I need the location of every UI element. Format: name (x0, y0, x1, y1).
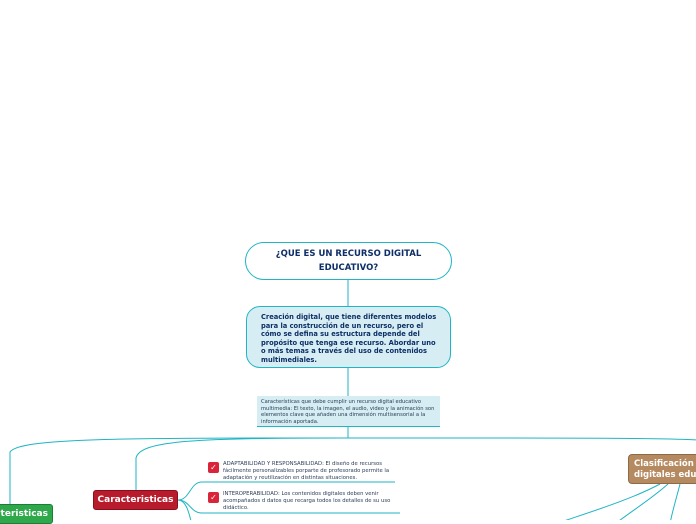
caracteristicas-red-label: Caracteristicas (97, 495, 174, 505)
link-clas-1 (555, 484, 660, 520)
clasificacion-node[interactable] (628, 454, 696, 484)
link-clas-2 (615, 484, 668, 520)
characteristics-note-node[interactable] (257, 396, 440, 427)
characteristics-note-text: Características que debe cumplir un recurso digital educativo multimedia: El texto, la imagen, el audio, video y la animación son elementos clave que añaden una dimensión multisensorial a la información aportada. (261, 399, 435, 425)
definition-text: Creación digital, que tiene diferentes modelos para la construcción de un recurso, pero el cómo se defina su estructura depende del propósito que tenga ese recurso. Abordar uno o más temas a través del uso de contenidos multimediales. (261, 313, 437, 364)
check-icon: ✓ (208, 462, 219, 473)
check-icon: ✓ (208, 492, 219, 503)
item-interoperabilidad[interactable] (208, 491, 403, 514)
link-clas-3 (670, 484, 680, 520)
definition-node[interactable] (246, 306, 451, 368)
clasificacion-label-line2: digitales edu (634, 469, 696, 480)
caracteristicas-green-label: teristicas (0, 509, 48, 519)
item-adaptabilidad-text: ADAPTABILIDAD Y RESPONSABILIDAD: El diseño de recursos fácilmente personalizables porparte de profesorado permite la adaptación y reutilización en distintas situaciones. (223, 461, 390, 481)
item-interoperabilidad-text: INTEROPERABILIDAD: Los contenidos digitales deben venir acompañados d datos que recarga todos los detalles de su uso didáctico. (223, 491, 391, 511)
root-topic[interactable] (245, 242, 452, 280)
root-topic-label: ¿QUE ES UN RECURSO DIGITAL EDUCATIVO? (275, 249, 422, 273)
clasificacion-label-line1: Clasificación (634, 459, 694, 469)
link-hub-right (348, 438, 696, 440)
caracteristicas-green-node[interactable] (0, 504, 53, 524)
link-red-more (178, 500, 192, 520)
caracteristicas-red-node[interactable] (93, 490, 178, 510)
item-adaptabilidad[interactable] (208, 461, 403, 484)
